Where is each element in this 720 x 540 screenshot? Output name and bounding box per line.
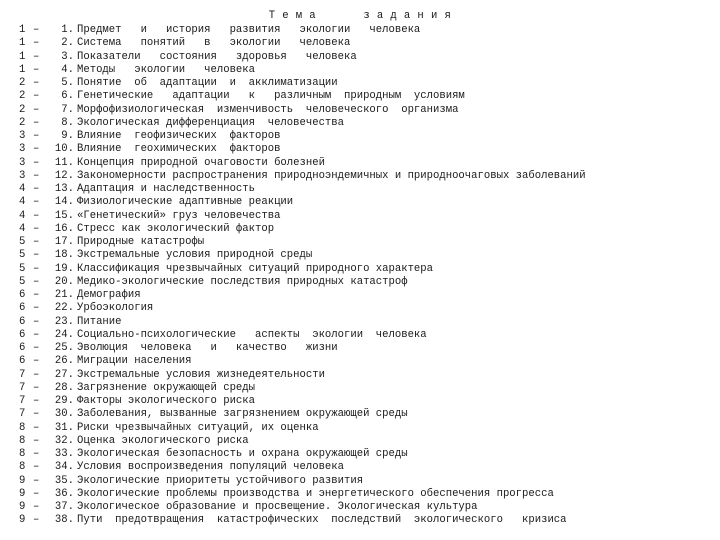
- topic-text: Экстремальные условия жизнедеятельности: [77, 368, 325, 381]
- topic-number: 29.: [54, 395, 74, 407]
- topic-row: [0, 210, 720, 223]
- topic-row: [0, 90, 720, 103]
- topic-text: Оценка экологического риска: [77, 434, 249, 447]
- separator-dash: –: [33, 289, 40, 301]
- topic-number: 22.: [54, 302, 74, 315]
- topic-row: [0, 302, 720, 315]
- topic-text: Физиологические адаптивные реакции: [77, 196, 294, 209]
- topic-number: 4.: [61, 63, 74, 76]
- topic-text: Методы экологии человека: [77, 63, 256, 76]
- group-number: 1: [19, 37, 26, 50]
- group-number: 4: [19, 222, 26, 235]
- group-number: 6: [19, 315, 26, 328]
- topic-row: [0, 435, 720, 448]
- topic-number: 23.: [54, 315, 74, 328]
- separator-dash: –: [33, 37, 40, 50]
- topic-row: [0, 422, 720, 435]
- group-number: 1: [19, 24, 26, 36]
- topic-row: [0, 501, 720, 514]
- topic-row: [0, 196, 720, 209]
- topic-number: 27.: [54, 368, 74, 381]
- topic-row: [0, 461, 720, 474]
- topic-number: 36.: [54, 487, 74, 500]
- topic-row: [0, 104, 720, 117]
- topic-text: Концепция природной очаговости болезней: [77, 156, 325, 169]
- separator-dash: –: [33, 408, 40, 421]
- group-number: 2: [19, 90, 26, 103]
- topic-text: Экологическая дифференциация человечества: [77, 116, 345, 129]
- group-number: 8: [19, 448, 26, 460]
- topic-text: Социально-психологические аспекты экологии человека: [77, 328, 427, 341]
- topic-row: [0, 37, 720, 50]
- separator-dash: –: [33, 328, 40, 341]
- group-number: 7: [19, 368, 26, 381]
- document-title: Т е м а з а д а н и я: [268, 10, 452, 22]
- topic-number: 17.: [54, 236, 74, 248]
- group-number: 3: [19, 143, 26, 156]
- separator-dash: –: [33, 501, 40, 513]
- group-number: 2: [19, 116, 26, 129]
- separator-dash: –: [33, 381, 40, 394]
- separator-dash: –: [33, 448, 40, 460]
- topic-text: Медико-экологические последствия природных катастроф: [77, 275, 408, 288]
- topic-number: 18.: [54, 249, 74, 262]
- separator-dash: –: [33, 183, 40, 195]
- separator-dash: –: [33, 222, 40, 235]
- topic-text: Влияние геохимических факторов: [77, 143, 281, 156]
- topic-text: Показатели состояния здоровья человека: [77, 50, 357, 63]
- topic-row: [0, 355, 720, 368]
- topic-row: [0, 64, 720, 77]
- topic-row: [0, 236, 720, 249]
- topic-number: 34.: [54, 461, 74, 474]
- group-number: 8: [19, 434, 26, 447]
- topic-number: 13.: [54, 183, 74, 195]
- topic-list: [0, 24, 720, 528]
- topic-text: Условия воспроизведения популяций человека: [77, 461, 345, 474]
- separator-dash: –: [33, 209, 40, 222]
- group-number: 5: [19, 275, 26, 288]
- topic-row: [0, 249, 720, 262]
- topic-number: 21.: [54, 289, 74, 301]
- topic-row: [0, 183, 720, 196]
- topic-row: [0, 51, 720, 64]
- group-number: 3: [19, 169, 26, 182]
- separator-dash: –: [33, 77, 40, 89]
- topic-number: 9.: [61, 130, 74, 142]
- group-number: 6: [19, 289, 26, 301]
- topic-text: Загрязнение окружающей среды: [77, 381, 256, 394]
- group-number: 4: [19, 196, 26, 209]
- separator-dash: –: [33, 236, 40, 248]
- group-number: 3: [19, 130, 26, 142]
- topic-number: 30.: [54, 408, 74, 421]
- topic-row: [0, 488, 720, 501]
- topic-number: 10.: [54, 143, 74, 156]
- separator-dash: –: [33, 103, 40, 116]
- topic-text: Классификация чрезвычайных ситуаций природного характера: [77, 262, 434, 275]
- topic-number: 16.: [54, 222, 74, 235]
- separator-dash: –: [33, 130, 40, 142]
- separator-dash: –: [33, 262, 40, 275]
- group-number: 5: [19, 249, 26, 262]
- group-number: 1: [19, 63, 26, 76]
- topic-number: 20.: [54, 275, 74, 288]
- topic-row: [0, 170, 720, 183]
- topic-text: Морфофизиологическая изменчивость человеческого организма: [77, 103, 459, 116]
- group-number: 7: [19, 408, 26, 421]
- group-number: 8: [19, 461, 26, 474]
- separator-dash: –: [33, 275, 40, 288]
- group-number: 5: [19, 262, 26, 275]
- group-number: 3: [19, 156, 26, 169]
- topic-row: [0, 382, 720, 395]
- separator-dash: –: [33, 487, 40, 500]
- topic-text: Экологические проблемы производства и энергетического обеспечения прогресса: [77, 487, 554, 500]
- topic-number: 31.: [54, 421, 74, 434]
- topic-text: Факторы экологического риска: [77, 395, 256, 407]
- group-number: 9: [19, 514, 26, 527]
- topic-number: 7.: [61, 103, 74, 116]
- group-number: 6: [19, 328, 26, 341]
- topic-number: 14.: [54, 196, 74, 209]
- topic-text: Генетические адаптации к различным природным условиям: [77, 90, 465, 103]
- separator-dash: –: [33, 368, 40, 381]
- topic-row: [0, 263, 720, 276]
- topic-row: [0, 342, 720, 355]
- topic-row: [0, 143, 720, 156]
- topic-text: Экстремальные условия природной среды: [77, 249, 313, 262]
- topic-text: Природные катастрофы: [77, 236, 205, 248]
- topic-number: 33.: [54, 448, 74, 460]
- topic-text: Закономерности распространения природноэндемичных и природноочаговых заболеваний: [77, 169, 586, 182]
- topic-text: Риски чрезвычайных ситуаций, их оценка: [77, 421, 319, 434]
- topic-row: [0, 369, 720, 382]
- separator-dash: –: [33, 395, 40, 407]
- topic-number: 28.: [54, 381, 74, 394]
- topic-number: 38.: [54, 514, 74, 527]
- topic-number: 2.: [61, 37, 74, 50]
- group-number: 5: [19, 236, 26, 248]
- topic-text: Понятие об адаптации и акклиматизации: [77, 77, 338, 89]
- separator-dash: –: [33, 196, 40, 209]
- group-number: 1: [19, 50, 26, 63]
- group-number: 7: [19, 381, 26, 394]
- topic-number: 25.: [54, 342, 74, 354]
- separator-dash: –: [33, 421, 40, 434]
- separator-dash: –: [33, 90, 40, 103]
- topic-text: Питание: [77, 315, 122, 328]
- topic-text: Стресс как экологический фактор: [77, 222, 275, 235]
- topic-number: 19.: [54, 262, 74, 275]
- topic-number: 6.: [61, 90, 74, 103]
- topic-text: «Генетический» груз человечества: [77, 209, 281, 222]
- separator-dash: –: [33, 302, 40, 315]
- topic-number: 32.: [54, 434, 74, 447]
- topic-row: [0, 157, 720, 170]
- topic-row: [0, 289, 720, 302]
- topic-text: Пути предотвращения катастрофических последствий экологического кризиса: [77, 514, 567, 527]
- topic-row: [0, 77, 720, 90]
- group-number: 9: [19, 474, 26, 487]
- topic-number: 3.: [61, 50, 74, 63]
- topic-text: Экологическая безопасность и охрана окружающей среды: [77, 448, 408, 460]
- topic-row: [0, 276, 720, 289]
- topic-row: [0, 475, 720, 488]
- separator-dash: –: [33, 514, 40, 527]
- topic-number: 24.: [54, 328, 74, 341]
- topic-number: 35.: [54, 474, 74, 487]
- separator-dash: –: [33, 249, 40, 262]
- topic-row: [0, 316, 720, 329]
- topic-text: Экологические приоритеты устойчивого развития: [77, 474, 364, 487]
- separator-dash: –: [33, 156, 40, 169]
- group-number: 9: [19, 501, 26, 513]
- separator-dash: –: [33, 24, 40, 36]
- group-number: 9: [19, 487, 26, 500]
- separator-dash: –: [33, 461, 40, 474]
- topic-text: Влияние геофизических факторов: [77, 130, 281, 142]
- topic-row: [0, 329, 720, 342]
- separator-dash: –: [33, 63, 40, 76]
- topic-number: 8.: [61, 116, 74, 129]
- topic-row: [0, 395, 720, 408]
- separator-dash: –: [33, 50, 40, 63]
- topic-row: [0, 223, 720, 236]
- topic-text: Предмет и история развития экологии человека: [77, 24, 421, 36]
- topic-number: 11.: [54, 156, 74, 169]
- topic-text: Экологическое образование и просвещение. Экологическая культура: [77, 501, 478, 513]
- topic-row: [0, 117, 720, 130]
- topic-number: 37.: [54, 501, 74, 513]
- separator-dash: –: [33, 116, 40, 129]
- group-number: 7: [19, 395, 26, 407]
- topic-number: 5.: [61, 77, 74, 89]
- topic-number: 12.: [54, 169, 74, 182]
- group-number: 4: [19, 183, 26, 195]
- topic-text: Эволюция человека и качество жизни: [77, 342, 338, 354]
- topic-number: 26.: [54, 355, 74, 368]
- topic-row: [0, 130, 720, 143]
- topic-text: Демография: [77, 289, 141, 301]
- group-number: 2: [19, 103, 26, 116]
- topic-text: Заболевания, вызванные загрязнением окружающей среды: [77, 408, 408, 421]
- topic-text: Миграции населения: [77, 355, 192, 368]
- separator-dash: –: [33, 169, 40, 182]
- separator-dash: –: [33, 474, 40, 487]
- group-number: 6: [19, 302, 26, 315]
- topic-text: Адаптация и наследственность: [77, 183, 256, 195]
- topic-text: Урбоэкология: [77, 302, 154, 315]
- separator-dash: –: [33, 342, 40, 354]
- group-number: 2: [19, 77, 26, 89]
- group-number: 6: [19, 342, 26, 354]
- topic-row: [0, 514, 720, 527]
- topic-number: 15.: [54, 209, 74, 222]
- topic-row: [0, 24, 720, 37]
- topic-row: [0, 408, 720, 421]
- group-number: 6: [19, 355, 26, 368]
- group-number: 8: [19, 421, 26, 434]
- separator-dash: –: [33, 315, 40, 328]
- topic-text: Система понятий в экологии человека: [77, 37, 351, 50]
- separator-dash: –: [33, 355, 40, 368]
- topic-number: 1.: [61, 24, 74, 36]
- separator-dash: –: [33, 434, 40, 447]
- topic-row: [0, 448, 720, 461]
- group-number: 4: [19, 209, 26, 222]
- separator-dash: –: [33, 143, 40, 156]
